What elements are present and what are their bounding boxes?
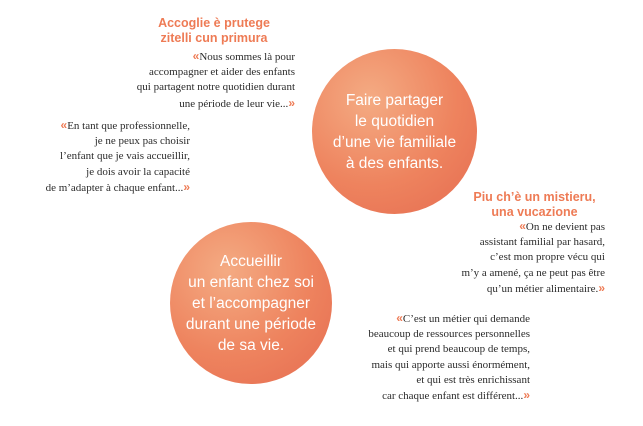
open-quote-mark: «: [192, 49, 200, 63]
heading-accoglie: Accoglie è prutege zitelli cun primura: [158, 16, 270, 45]
quote-on-ne-devient: [435, 219, 605, 297]
quote-4-text: C’est un métier qui demande beaucoup de ressources personnelles et qui prend beaucoup de temps, mais qui apporte aussi énormément, et qui est très enrichissant car chaque enfant est différent...: [368, 313, 530, 403]
close-quote-mark: »: [523, 388, 530, 403]
quote-1-text: Nous sommes là pour accompagner et aider des enfants qui partagent notre quotidien durant une période de leur vie...: [136, 51, 295, 110]
close-quote-mark: »: [288, 95, 295, 110]
circle-accueillir: [170, 222, 332, 384]
quote-cest-un-metier: [330, 311, 530, 404]
circle-2-text: Accueillir un enfant chez soi et l’accompagner durant une période de sa vie.: [185, 252, 317, 354]
close-quote-mark: »: [183, 179, 190, 194]
circle-1-text: Faire partager le quotidien d’une vie familiale à des enfants.: [332, 91, 457, 172]
open-quote-mark: «: [396, 311, 403, 325]
circle-faire-partager: [312, 49, 477, 214]
heading-piu-ch-e: Piu ch’è un mistieru, una vucazione: [473, 190, 596, 219]
close-quote-mark: »: [598, 280, 605, 295]
quote-nous-sommes: [100, 49, 295, 112]
quote-en-tant-que: [20, 118, 190, 196]
quote-2-text: En tant que professionnelle, je ne peux pas choisir l’enfant que je vais accueillir, je dois avoir la capacité de m’adapter à chaque enfant...: [45, 120, 190, 194]
open-quote-mark: «: [519, 219, 526, 233]
quote-3-text: On ne devient pas assistant familial par hasard, c’est mon propre vécu qui m’y a amené, ça ne peut pas être qu’un métier alimentaire.: [461, 221, 605, 295]
open-quote-mark: «: [60, 118, 68, 132]
